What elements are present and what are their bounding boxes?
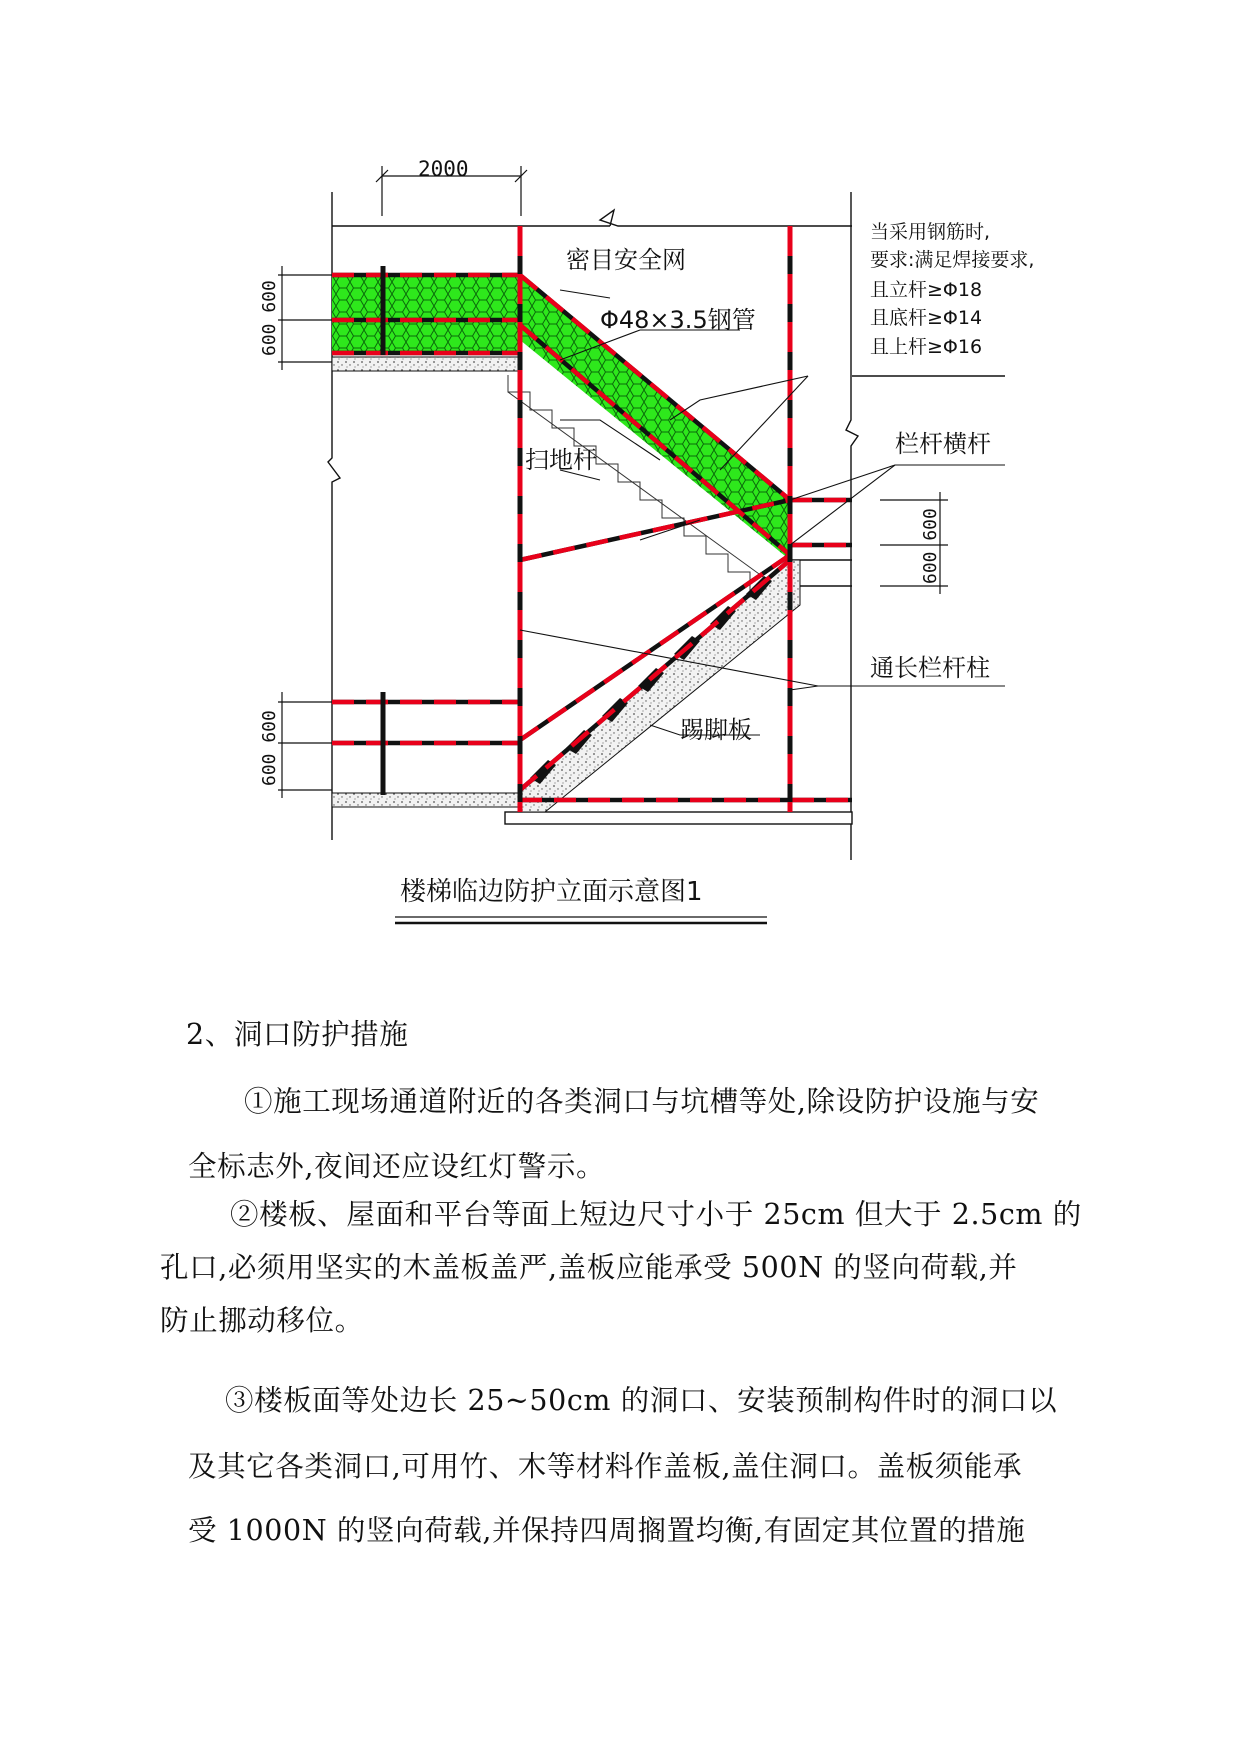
label-steel-pipe: Φ48×3.5钢管: [600, 306, 756, 334]
section-heading: 2、洞口防护措施: [186, 1018, 409, 1051]
paragraph-2-line-3: 防止挪动移位。: [160, 1304, 364, 1337]
paragraph-2-line-2: 孔口,必须用坚实的木盖板盖严,盖板应能承受 500N 的竖向荷载,并: [160, 1251, 1018, 1284]
left-dimension-lower: [278, 692, 332, 798]
label-railing-crossbar: 栏杆横杆: [895, 430, 991, 458]
dimension-2000: 2000: [418, 157, 469, 181]
caption-underline: [395, 917, 767, 923]
label-railing-post: 通长栏杆柱: [870, 654, 990, 682]
note-line-2: 要求:满足焊接要求,: [870, 249, 1035, 271]
paragraph-3-line-1: ③楼板面等处边长 25~50cm 的洞口、安装预制构件时的洞口以: [225, 1384, 1058, 1417]
note-line-5: 且上杆≥Φ16: [870, 336, 983, 358]
upper-landing-safety-net: [332, 275, 520, 355]
upper-landing-slab: [332, 357, 520, 371]
left-dimension-upper: [278, 266, 332, 370]
paragraph-1-line-2: 全标志外,夜间还应设红灯警示。: [188, 1150, 606, 1183]
label-toe-board: 踢脚板: [680, 716, 752, 744]
dimension-left-upper: 600 600: [259, 280, 280, 356]
note-line-3: 且立杆≥Φ18: [870, 279, 983, 301]
label-sweep-pole: 扫地杆: [525, 446, 597, 474]
dimension-right: 600 600: [920, 508, 941, 584]
paragraph-3-line-2: 及其它各类洞口,可用竹、木等材料作盖板,盖住洞口。盖板须能承: [188, 1450, 1023, 1483]
lower-stair-flight: [520, 560, 800, 812]
paragraph-2-line-1: ②楼板、屋面和平台等面上短边尺寸小于 25cm 但大于 2.5cm 的: [230, 1198, 1082, 1231]
note-line-1: 当采用钢筋时,: [870, 221, 991, 243]
note-line-4: 且底杆≥Φ14: [870, 307, 983, 329]
label-safety-net: 密目安全网: [566, 246, 686, 274]
paragraph-1-line-1: ①施工现场通道附近的各类洞口与坑槽等处,除设防护设施与安: [244, 1085, 1040, 1118]
paragraph-3-line-3: 受 1000N 的竖向荷载,并保持四周搁置均衡,有固定其位置的措施: [188, 1514, 1026, 1547]
lower-landing-slab: [332, 793, 520, 807]
figure-caption: 楼梯临边防护立面示意图1: [400, 877, 703, 907]
dimension-left-lower: 600 600: [259, 710, 280, 786]
